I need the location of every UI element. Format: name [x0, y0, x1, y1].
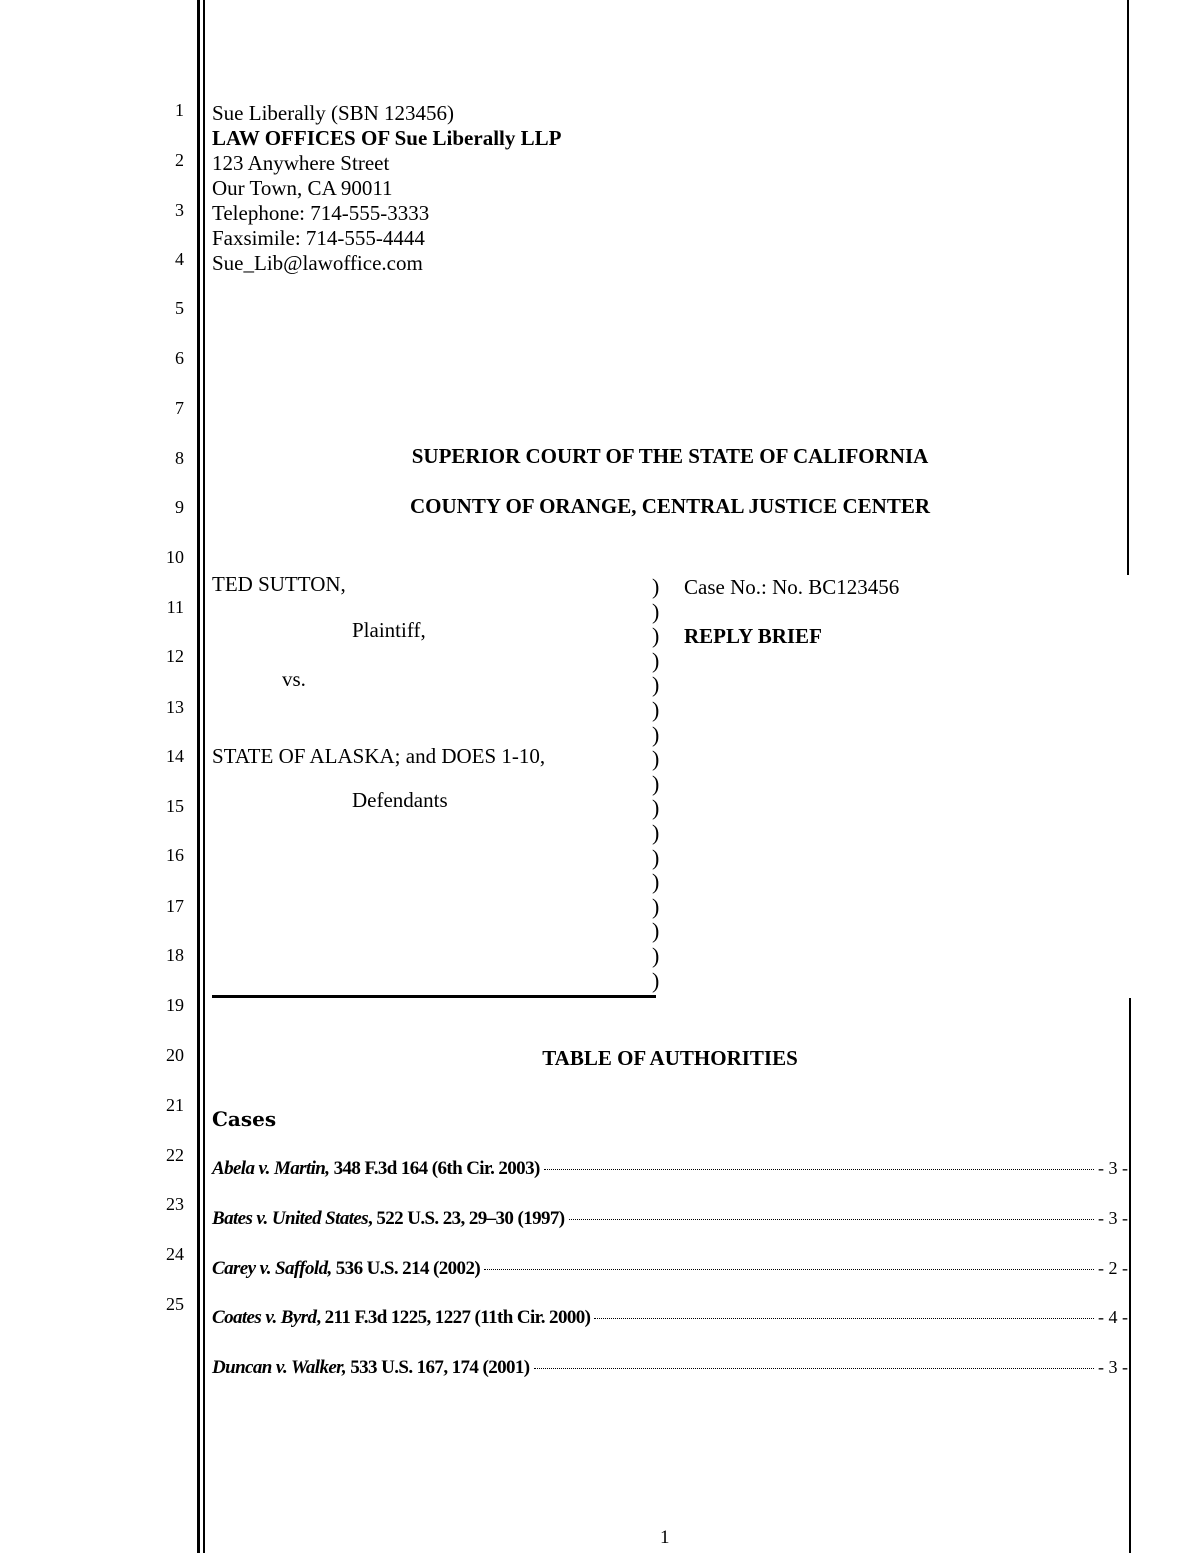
case-citation: , 522 U.S. 23, 29–30 (1997) — [368, 1208, 565, 1229]
page-number: 1 — [660, 1527, 670, 1548]
right-margin-rule-top — [1127, 0, 1129, 575]
law-firm-name: LAW OFFICES OF Sue Liberally LLP — [212, 126, 562, 150]
case-name: Carey v. Saffold, — [212, 1258, 332, 1279]
line-number: 22 — [166, 1145, 184, 1165]
toa-page-ref: - 3 - — [1098, 1158, 1128, 1178]
case-name: Abela v. Martin, — [212, 1158, 330, 1179]
attorney-street: 123 Anywhere Street — [212, 151, 390, 175]
case-citation: 536 U.S. 214 (2002) — [331, 1258, 481, 1279]
line-number: 18 — [166, 945, 184, 965]
plaintiff-name: TED SUTTON, — [212, 572, 346, 596]
attorney-city: Our Town, CA 90011 — [212, 176, 393, 200]
case-citation: , 211 F.3d 1225, 1227 (11th Cir. 2000) — [316, 1307, 591, 1328]
caption-bottom-line — [212, 995, 656, 998]
dot-leader — [534, 1368, 1094, 1369]
line-number: 12 — [166, 646, 184, 666]
toa-page-ref: - 4 - — [1098, 1307, 1128, 1327]
line-number: 3 — [175, 200, 184, 220]
line-number: 20 — [166, 1045, 184, 1065]
plaintiff-role: Plaintiff, — [352, 618, 426, 642]
left-margin-rule-inner — [203, 0, 205, 1553]
attorney-email: Sue_Lib@lawoffice.com — [212, 251, 423, 275]
toa-title: TABLE OF AUTHORITIES — [542, 1046, 798, 1070]
line-number: 2 — [175, 150, 184, 170]
right-margin-rule-bottom — [1129, 998, 1131, 1553]
caption-parentheses: ) ) ) ) ) ) ) ) ) ) ) ) ) ) ) ) ) — [652, 574, 660, 993]
line-number: 23 — [166, 1194, 184, 1214]
line-number: 10 — [166, 547, 184, 567]
dot-leader — [484, 1269, 1094, 1270]
case-name: Duncan v. Walker, — [212, 1357, 347, 1378]
line-number: 15 — [166, 796, 184, 816]
defendant-name: STATE OF ALASKA; and DOES 1-10, — [212, 744, 546, 768]
toa-entry — [212, 1158, 1128, 1182]
line-number: 11 — [166, 597, 184, 617]
line-number: 13 — [166, 697, 184, 717]
versus-label: vs. — [282, 667, 306, 691]
toa-section-cases: Cases — [212, 1107, 277, 1131]
attorney-phone: Telephone: 714-555-3333 — [212, 201, 430, 225]
line-number: 14 — [166, 746, 184, 766]
toa-page-ref: - 2 - — [1098, 1258, 1128, 1278]
toa-entry — [212, 1258, 1128, 1282]
case-number: Case No.: No. BC123456 — [684, 575, 900, 599]
line-number: 9 — [175, 497, 184, 517]
attorney-fax: Faxsimile: 714-555-4444 — [212, 226, 425, 250]
toa-page-ref: - 3 - — [1098, 1208, 1128, 1228]
left-margin-rule-outer — [197, 0, 200, 1553]
dot-leader — [544, 1169, 1094, 1170]
case-name: Bates v. United States — [212, 1208, 369, 1229]
case-citation: 533 U.S. 167, 174 (2001) — [346, 1357, 530, 1378]
line-number: 4 — [175, 249, 184, 269]
toa-entry — [212, 1357, 1128, 1381]
dot-leader — [569, 1219, 1094, 1220]
line-number: 6 — [175, 348, 184, 368]
court-title-line-2: COUNTY OF ORANGE, CENTRAL JUSTICE CENTER — [409, 494, 931, 518]
line-number: 19 — [166, 995, 184, 1015]
toa-entry — [212, 1208, 1128, 1232]
line-number: 8 — [175, 448, 184, 468]
toa-page-ref: - 3 - — [1098, 1357, 1128, 1377]
toa-entry — [212, 1307, 1128, 1331]
document-title: REPLY BRIEF — [684, 624, 822, 648]
line-number: 1 — [175, 100, 184, 120]
defendant-role: Defendants — [352, 788, 448, 812]
line-number: 16 — [166, 845, 184, 865]
line-number: 17 — [166, 896, 184, 916]
line-number: 21 — [166, 1095, 184, 1115]
line-number: 7 — [175, 398, 184, 418]
line-number: 5 — [175, 298, 184, 318]
court-title-line-1: SUPERIOR COURT OF THE STATE OF CALIFORNIA — [411, 444, 929, 468]
case-name: Coates v. Byrd — [212, 1307, 317, 1328]
case-citation: 348 F.3d 164 (6th Cir. 2003) — [329, 1158, 540, 1179]
line-number: 25 — [166, 1294, 184, 1314]
attorney-name: Sue Liberally (SBN 123456) — [212, 101, 455, 125]
dot-leader — [594, 1318, 1094, 1319]
line-number: 24 — [166, 1244, 184, 1264]
